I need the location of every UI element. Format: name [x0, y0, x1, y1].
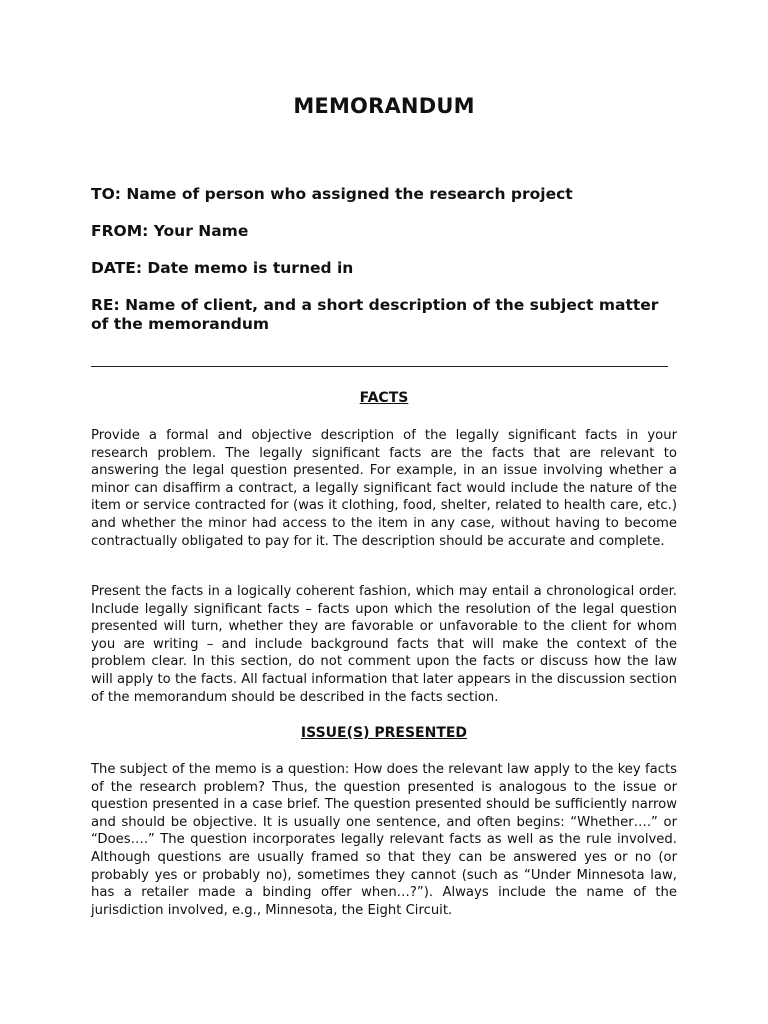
issues-heading-text: ISSUE(S) PRESENTED	[300, 725, 468, 741]
memo-date-line: DATE: Date memo is turned in	[91, 259, 354, 277]
facts-paragraph-1: Provide a formal and objective description of the legally significant facts in your research problem. The legally significant facts are the facts that are relevant to answering the legal question presented. For example, in an issue involving whether a minor can disaffirm a contract, a legally significant fact would include the nature of the item or service contracted for (was it clothing, food, shelter, related to health care, etc.) and whether the minor had access to the item in any case, without having to become contractually obligated to pay for it. The description should be accurate and complete.	[91, 428, 677, 549]
memo-to-line: TO: Name of person who assigned the research project	[91, 185, 573, 203]
facts-paragraph-2: Present the facts in a logically coherent fashion, which may entail a chronological order. Include legally significant facts – facts upon which the resolution of the legal question presented will turn, whether they are favorable or unfavorable to the client for whom you are writing – and include background facts that will make the context of the problem clear. In this section, do not comment upon the facts or discuss how the law will apply to the facts. All factual information that later appears in the discussion section of the memorandum should be described in the facts section.	[91, 584, 677, 705]
issues-paragraph-1: The subject of the memo is a question: How does the relevant law apply to the key facts of the research problem? Thus, the question presented is analogous to the issue or question presented in a case brief. The question presented should be sufficiently narrow and should be objective. It is usually one sentence, and often begins: “Whether….” or “Does….” The question incorporates legally relevant facts as well as the rule involved. Although questions are usually framed so that they can be answered yes or no (or probably yes or probably no), sometimes they cannot (such as “Under Minnesota law, has a retailer made a binding offer when…?”). Always include the name of the jurisdiction involved, e.g., Minnesota, the Eight Circuit.	[91, 762, 677, 918]
facts-heading-text: FACTS	[359, 390, 409, 406]
memo-title: MEMORANDUM	[293, 94, 475, 118]
memo-from-line: FROM: Your Name	[91, 222, 249, 240]
facts-heading	[0, 390, 768, 406]
header-divider	[91, 366, 668, 367]
memo-re-line: RE: Name of client, and a short description of the subject matter of the memorandum	[91, 296, 659, 333]
issues-heading	[0, 725, 768, 741]
